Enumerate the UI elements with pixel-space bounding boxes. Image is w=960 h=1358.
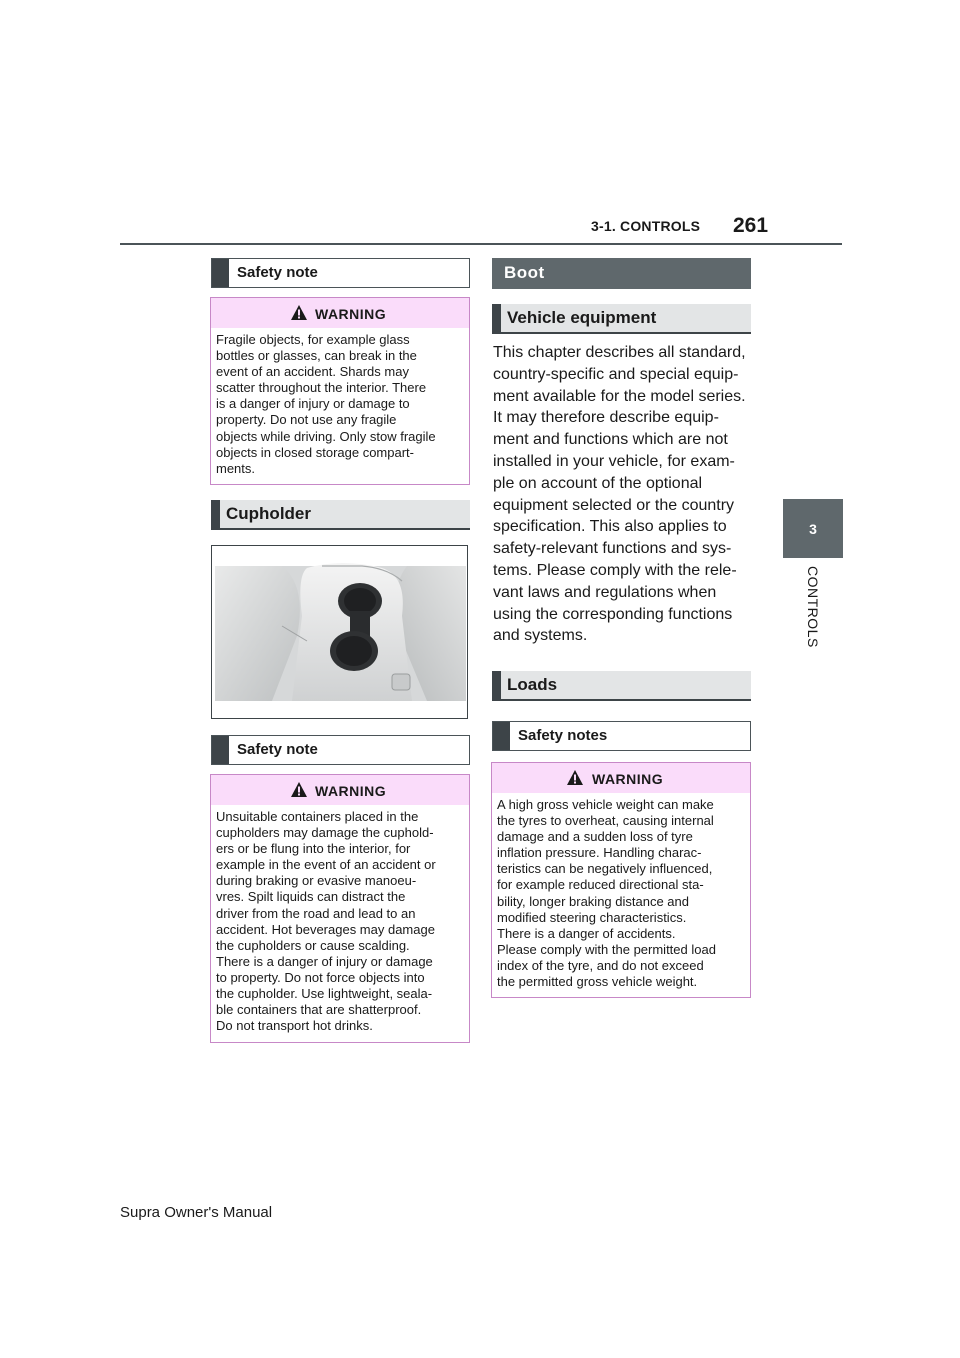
- heading-bar: [493, 722, 510, 750]
- warning-box-fragile-objects: [210, 297, 470, 485]
- heading-bar: [211, 500, 220, 530]
- warning-triangle-icon: [566, 769, 584, 787]
- warning-title: WARNING: [315, 306, 387, 322]
- boot-chapter-heading: [492, 258, 751, 289]
- safety-note-heading: [211, 258, 470, 288]
- chapter-tab-label-text: CONTROLS: [805, 566, 821, 648]
- warning-triangle-icon: [290, 781, 308, 799]
- warning-text: Unsuitable containers placed in the cupholders may damage the cuphold- ers or be flung into the interior, for example in the event of an accident or during braking or evasive manoeu- vres. Spilt liquids can distract the driver from the road and lead to an accident. Hot beverages may damage the cupholders or cause scalding. There is a danger of injury or damage to property. Do not force objects into the cupholder. Use lightweight, seala- ble containers that are shatterproof. Do not transport hot drinks.: [216, 809, 436, 1034]
- warning-title: WARNING: [315, 783, 387, 799]
- boot-chapter-heading-text: Boot: [504, 263, 545, 282]
- loads-heading-text: Loads: [507, 675, 558, 694]
- warning-text: Fragile objects, for example glass bottles or glasses, can break in the event of an accident. Shards may scatter throughout the interior. There is a danger of injury or damage to property. Do not use any fragile objects while driving. Only stow fragile objects in closed storage compart- ments.: [216, 332, 436, 476]
- warning-box-cupholder-containers: [210, 774, 470, 1043]
- heading-bar: [212, 736, 229, 764]
- section-title: 3-1. CONTROLS: [591, 218, 701, 234]
- chapter-tab-number: 3: [783, 499, 843, 558]
- warning-text: A high gross vehicle weight can make the tyres to overheat, causing internal damage and a sudden loss of tyre inflation pressure. Handling charac- teristics can be negatively influenced, for example reduced directional sta- bility, longer braking distance and modified steering characteristics. There is a danger of accidents. Please comply with the permitted load index of the tyre, and do not exceed the permitted gross vehicle weight.: [497, 797, 716, 990]
- warning-title: WARNING: [592, 771, 664, 787]
- safety-note-heading-2: [211, 735, 470, 765]
- vehicle-equipment-heading-text: Vehicle equipment: [507, 308, 657, 327]
- footer-manual-name: Supra Owner's Manual: [120, 1204, 273, 1221]
- heading-bar: [492, 304, 501, 334]
- loads-heading: [492, 671, 751, 701]
- warning-triangle-icon: [290, 304, 308, 322]
- warning-header: [211, 775, 469, 805]
- page-number: 261: [733, 214, 769, 237]
- cupholder-heading-text: Cupholder: [226, 504, 311, 523]
- warning-header: [211, 298, 469, 328]
- warning-header: [492, 763, 750, 793]
- safety-notes-heading: [492, 721, 751, 751]
- warning-box-vehicle-weight: [491, 762, 751, 998]
- chapter-tab-label: [783, 562, 843, 662]
- vehicle-equipment-heading: [492, 304, 751, 334]
- cupholder-illustration: [211, 545, 468, 719]
- safety-note-heading-2-text: Safety note: [237, 741, 318, 758]
- cupholder-image: [212, 546, 468, 719]
- heading-bar: [212, 259, 229, 287]
- safety-note-heading-text: Safety note: [237, 264, 318, 281]
- heading-bar: [492, 671, 501, 701]
- header-divider: [120, 243, 842, 245]
- cupholder-heading: [211, 500, 470, 530]
- vehicle-equipment-paragraph: This chapter describes all standard, country-specific and special equip- ment available for the model series. It may therefore describe equip- ment and functions which are not installed in your vehicle, for exam- ple on account of the optional equipment selected or the country specification. This also applies to safety-relevant functions and sys- tems. Please comply with the rele- vant laws and regulations when using the corresponding functions and systems.: [493, 344, 746, 645]
- safety-notes-heading-text: Safety notes: [518, 727, 608, 744]
